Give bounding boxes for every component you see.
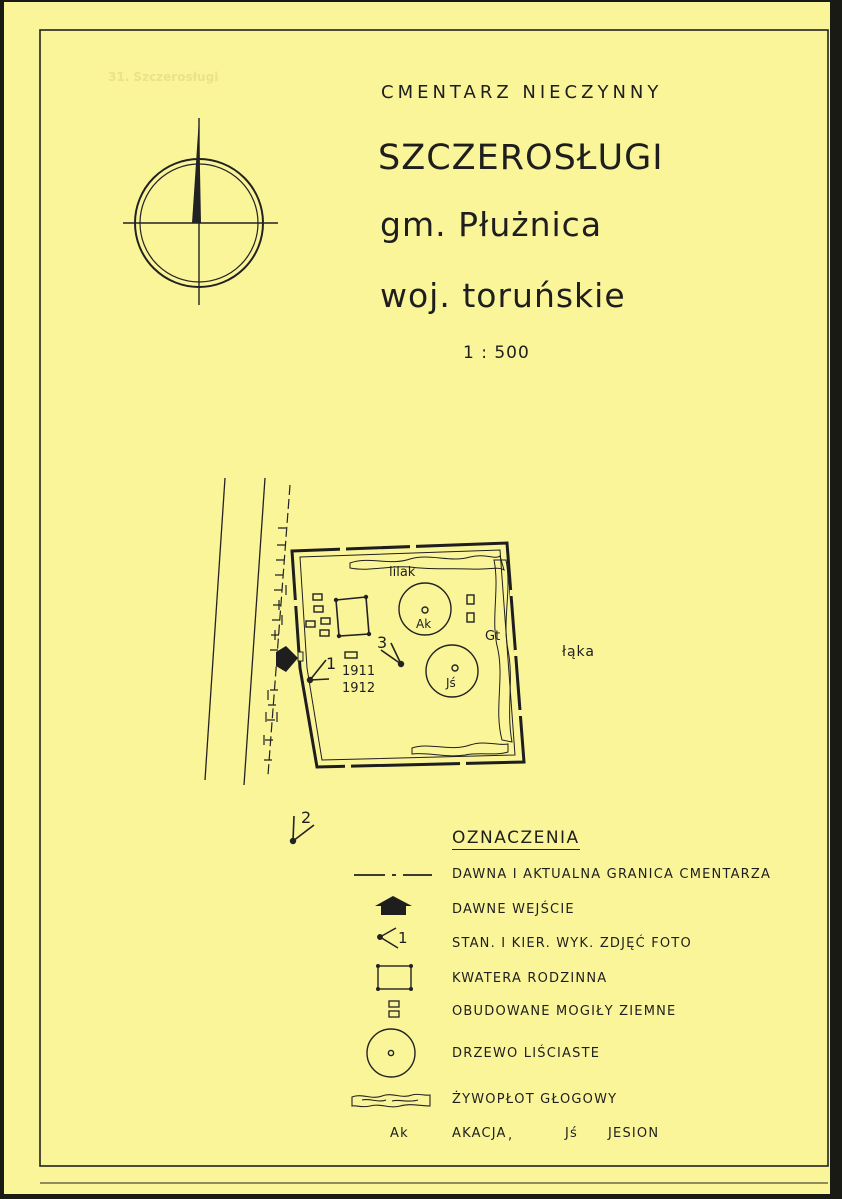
legend-graves-icon — [389, 1001, 399, 1017]
label-laka: łąka — [562, 644, 595, 660]
legend-item-photo: STAN. I KIER. WYK. ZDJĘĆ FOTO — [452, 936, 692, 951]
road-lines — [205, 478, 265, 785]
bordered-graves — [306, 594, 474, 658]
legend-item-graves: OBUDOWANE MOGIŁY ZIEMNE — [452, 1004, 677, 1019]
legend-heading: OZNACZENIA — [452, 828, 580, 848]
label-year-1911: 1911 — [342, 664, 376, 679]
ghost-caption: 31. Szczerosługi — [108, 70, 219, 84]
legend-photo-number: 1 — [398, 929, 408, 947]
legend-item-tree: DRZEWO LIŚCIASTE — [452, 1046, 601, 1061]
legend-plot-icon — [376, 964, 413, 991]
scale-label: 1 : 500 — [463, 343, 530, 363]
north-arrow-icon — [123, 118, 278, 305]
voivodeship-label: woj. toruńskie — [380, 276, 626, 315]
legend-hedge-icon — [352, 1094, 430, 1107]
label-gt: Gt — [485, 629, 501, 644]
gmina-label: gm. Płużnica — [380, 205, 603, 244]
legend-abbr-js-code: Jś — [565, 1126, 579, 1141]
label-view-1: 1 — [326, 654, 337, 673]
label-lilak: lilak — [389, 565, 416, 580]
label-view-2: 2 — [301, 808, 312, 827]
family-plot-icon — [334, 595, 371, 638]
legend-abbr-ak-code: Ak — [390, 1126, 409, 1141]
label-view-3: 3 — [377, 633, 388, 652]
cemetery-status: CMENTARZ NIECZYNNY — [381, 82, 663, 103]
legend-abbr-js-name: JESION — [608, 1126, 660, 1141]
legend-item-entrance: DAWNE WEJŚCIE — [452, 902, 575, 917]
label-ak: Ak — [416, 617, 432, 631]
roadside-fence — [264, 485, 290, 775]
legend-item-boundary: DAWNA I AKTUALNA GRANICA CMENTARZA — [452, 867, 772, 882]
legend-item-family-plot: KWATERA RODZINNA — [452, 971, 608, 986]
legend-arrow-icon — [375, 896, 412, 915]
old-entrance-arrow-icon — [276, 646, 298, 672]
legend-tree-icon — [367, 1029, 415, 1077]
legend-abbr-separator: , — [508, 1128, 514, 1143]
legend-abbr-ak-name: AKACJA — [452, 1126, 507, 1141]
inner-frame — [40, 30, 828, 1166]
label-js: Jś — [446, 676, 456, 690]
legend-item-hedge: ŻYWOPŁOT GŁOGOWY — [452, 1092, 618, 1107]
label-year-1912: 1912 — [342, 681, 376, 696]
legend-photo-icon — [378, 928, 398, 948]
page-title: SZCZEROSŁUGI — [378, 138, 664, 178]
